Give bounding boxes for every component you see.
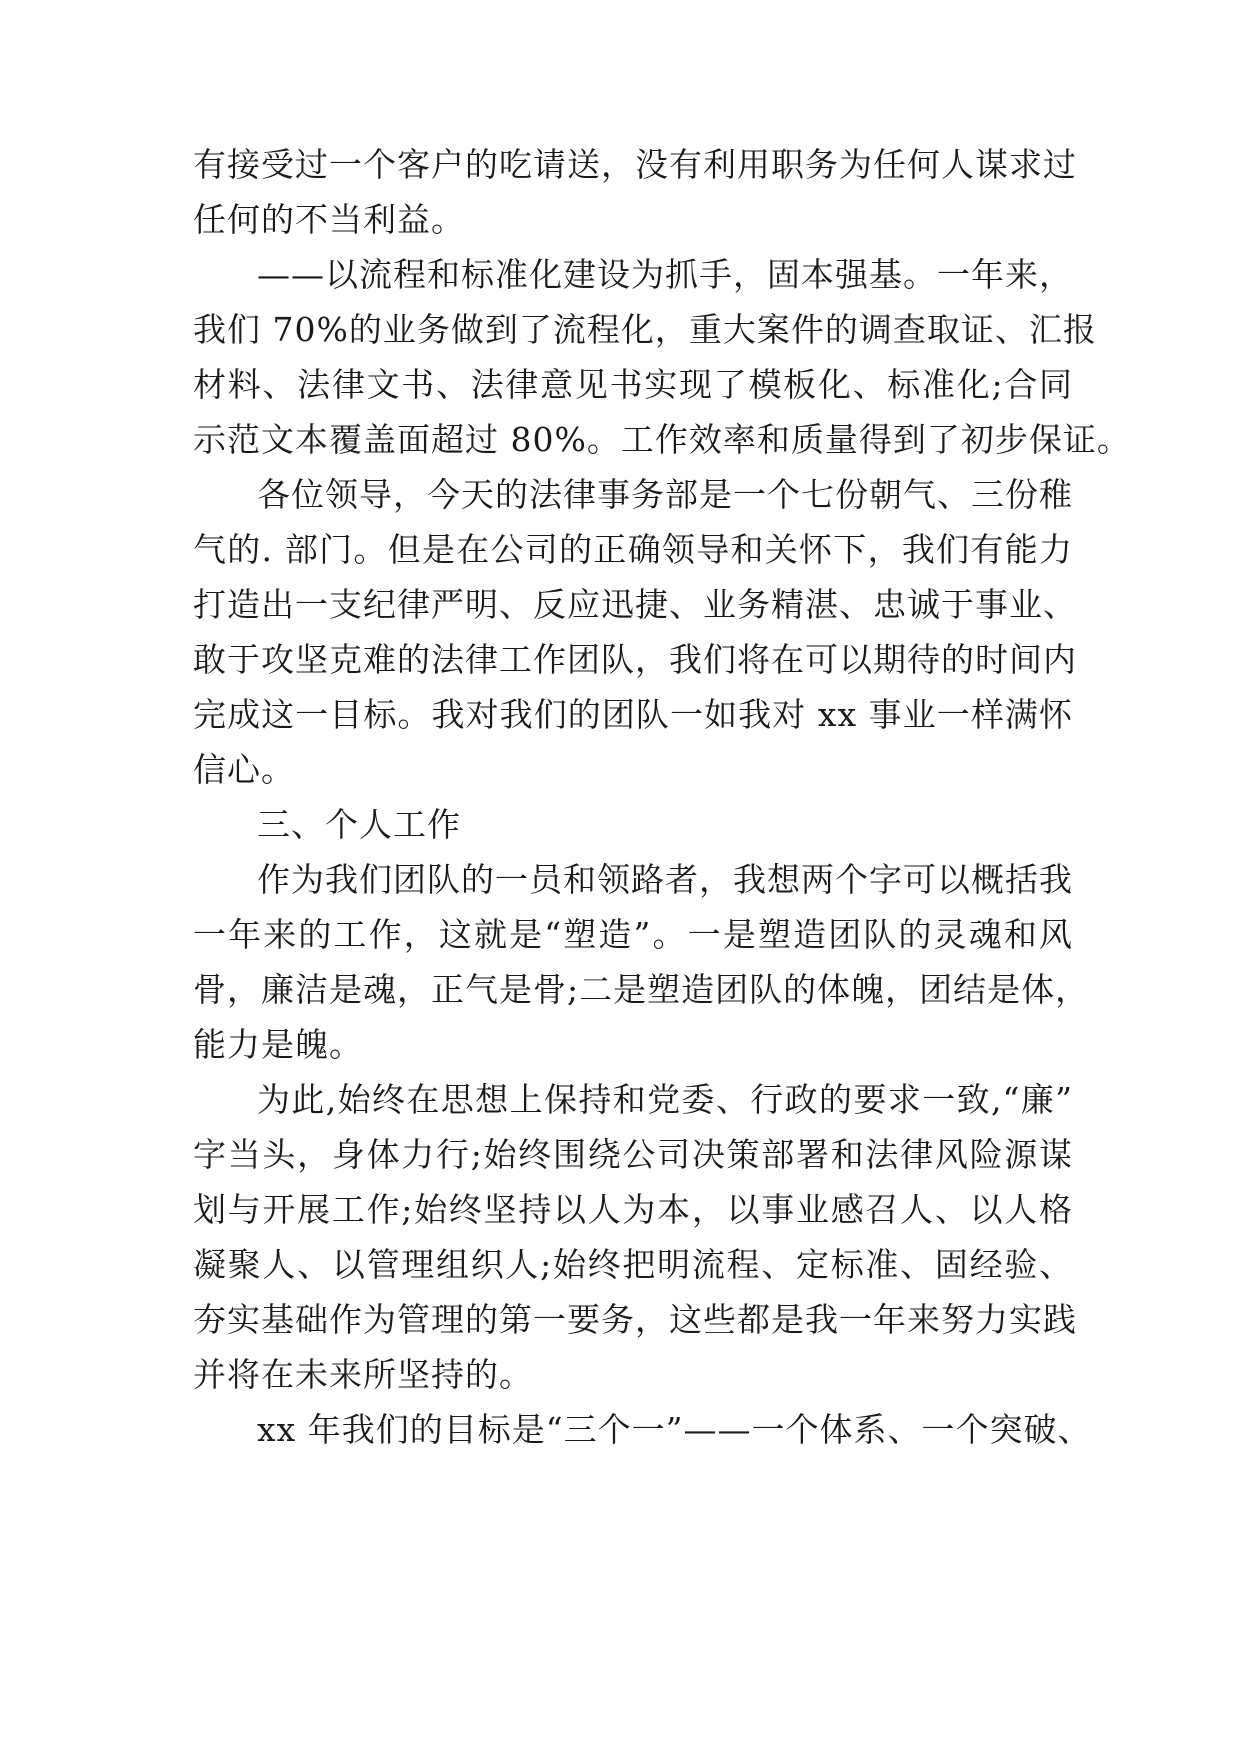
text-line: 示范文本覆盖面超过 80%。工作效率和质量得到了初步保证。 xyxy=(193,420,1131,459)
text-line: 夯实基础作为管理的第一要务，这些都是我一年来努力实践 xyxy=(193,1300,1077,1339)
text-line: 信心。 xyxy=(193,750,295,789)
text-line: 并将在未来所坚持的。 xyxy=(193,1355,533,1394)
text-line: 一年来的工作，这就是“塑造”。一是塑造团队的灵魂和风 xyxy=(193,915,1073,954)
text-line: 凝聚人、以管理组织人;始终把明流程、定标准、固经验、 xyxy=(193,1245,1073,1284)
text-line: 任何的不当利益。 xyxy=(193,200,465,239)
text-line: 划与开展工作;始终坚持以人为本，以事业感召人、以人格 xyxy=(193,1190,1073,1229)
text-line: ——以流程和标准化建设为抓手，固本强基。一年来， xyxy=(257,255,1073,294)
text-line: 字当头，身体力行;始终围绕公司决策部署和法律风险源谋 xyxy=(193,1135,1073,1174)
text-line: 为此,始终在思想上保持和党委、行政的要求一致,“廉” xyxy=(257,1080,1073,1119)
text-line: 气的. 部门。但是在公司的正确领导和关怀下，我们有能力 xyxy=(193,530,1073,569)
text-line: 打造出一支纪律严明、反应迅捷、业务精湛、忠诚于事业、 xyxy=(193,585,1077,624)
text-line: xx 年我们的目标是“三个一”——一个体系、一个突破、 xyxy=(257,1410,1092,1449)
section-heading: 三、个人工作 xyxy=(257,805,461,844)
text-line: 敢于攻坚克难的法律工作团队，我们将在可以期待的时间内 xyxy=(193,640,1077,679)
text-line: 材料、法律文书、法律意见书实现了模板化、标准化;合同 xyxy=(193,365,1073,404)
text-line: 我们 70%的业务做到了流程化，重大案件的调查取证、汇报 xyxy=(193,310,1097,349)
text-line: 能力是魄。 xyxy=(193,1025,363,1064)
text-line: 完成这一目标。我对我们的团队一如我对 xx 事业一样满怀 xyxy=(193,695,1073,734)
text-line: 各位领导，今天的法律事务部是一个七份朝气、三份稚 xyxy=(257,475,1073,514)
text-line: 作为我们团队的一员和领路者，我想两个字可以概括我 xyxy=(257,860,1073,899)
text-line: 有接受过一个客户的吃请送，没有利用职务为任何人谋求过 xyxy=(193,145,1077,184)
text-line: 骨，廉洁是魂，正气是骨;二是塑造团队的体魄，团结是体， xyxy=(193,970,1090,1009)
